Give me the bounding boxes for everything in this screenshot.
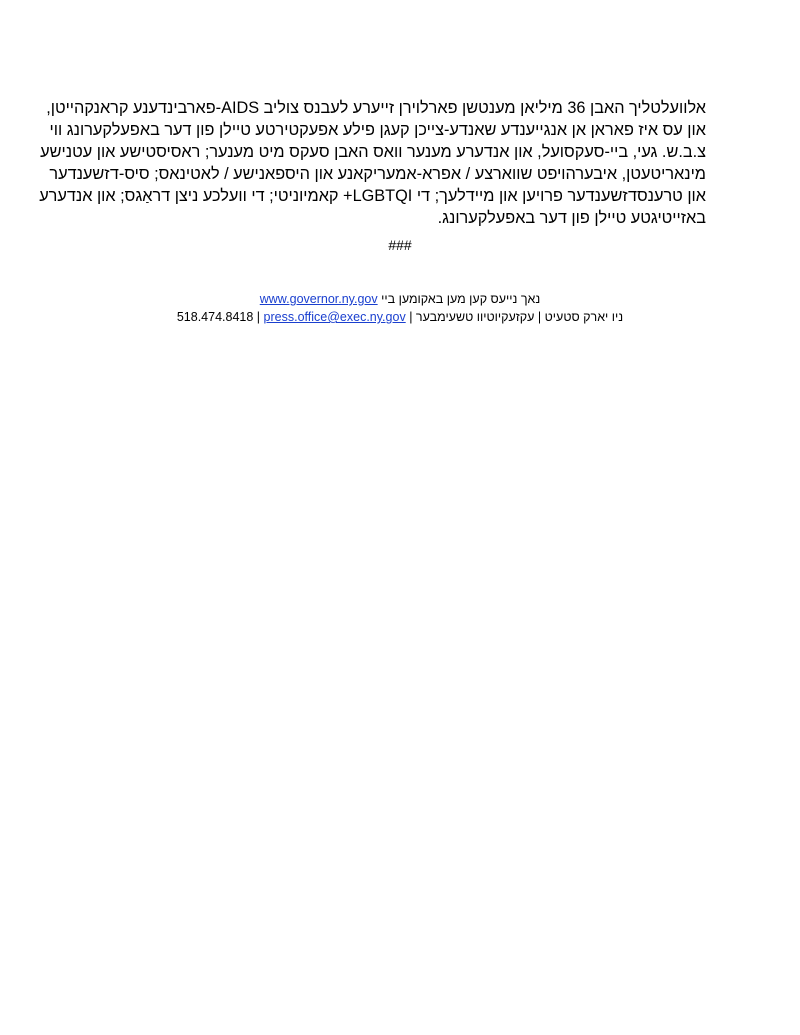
paragraph-line: מינאריטעטן, איבערהויפט שווארצע / אפרא-אמעריקאנע און היספאנישע / לאטינאס; סיס-דזשענדער — [49, 165, 706, 183]
paragraph-line: צ.ב.ש. געי, ביי-סעקסועל, און אנדערע מענער וואס האבן סעקס מיט מענער; ראסיסטישע און עטנישע — [40, 143, 706, 161]
paragraph-line: און עס איז פאראן אן אנגייענדע שאנדע-צייכן קעגן פילע אפעקטירטע טיילן פון דער באפעלקערונג ווי — [49, 121, 706, 139]
governor-website-link[interactable]: www.governor.ny.gov — [259, 292, 378, 306]
body-paragraph — [39, 97, 706, 229]
press-email-link[interactable]: press.office@exec.ny.gov — [263, 310, 406, 324]
footer-org-text: ניו יארק סטעיט | עקזעקיוטיוו טשעימבער — [415, 310, 624, 324]
footer-separator: | — [409, 310, 413, 324]
press-footer — [0, 290, 800, 326]
paragraph-line: אלוועלטליך האבן 36 מיליאן מענטשן פארלוירן זייערע לעבנס צוליב AIDS-פארבינדענע קראנקהייטן, — [46, 99, 706, 117]
press-phone-number: 518.474.8418 — [176, 310, 254, 324]
footer-news-text: נאך נייעס קען מען באקומען ביי — [381, 292, 541, 306]
paragraph-line: און טרענסדזשענדער פרויען און מיידלעך; די LGBTQI+ קאמיוניטי; די וועלכע ניצן דראַגס; און אנדערע — [39, 187, 706, 205]
end-of-release-mark: ### — [388, 237, 412, 253]
footer-separator: | — [256, 310, 261, 324]
footer-line-contact — [0, 308, 800, 326]
paragraph-line: באזייטיגטע טיילן פון דער באפעלקערונג. — [437, 209, 706, 227]
footer-line-news — [0, 290, 800, 308]
